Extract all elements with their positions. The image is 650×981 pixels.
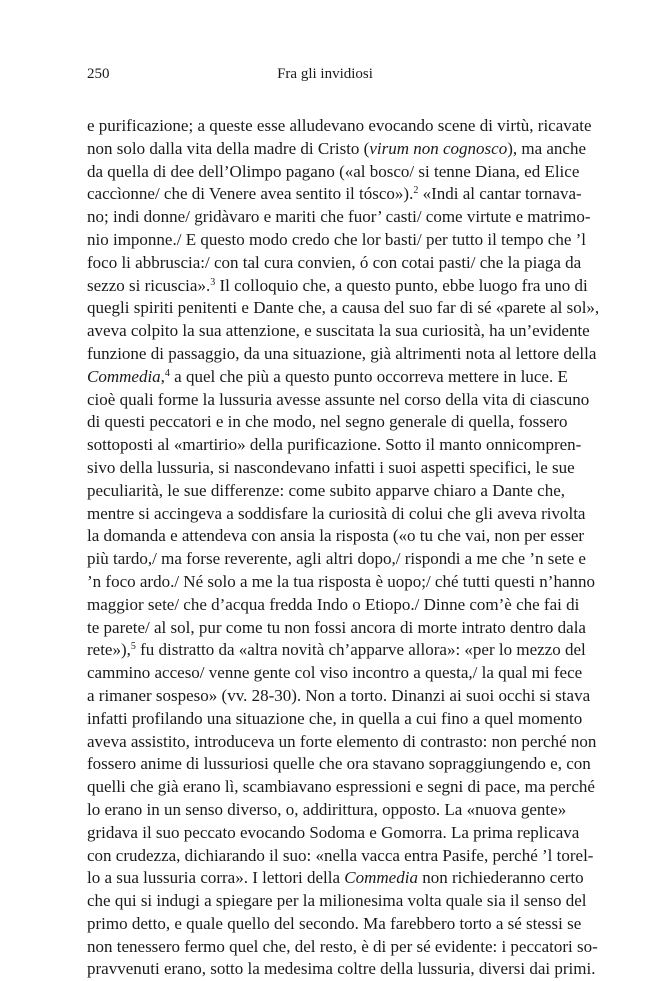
- text-line: [87, 275, 588, 298]
- text-span: fossero anime di lussuriosi quelle che ora stavano sopraggiungendo e, con: [87, 754, 591, 774]
- body-text: [87, 115, 600, 981]
- text-line: [87, 753, 591, 776]
- footnote-ref: 2: [413, 185, 419, 197]
- text-span: di questi peccatori e in che modo, nel segno generale di quella, fossero: [87, 412, 568, 432]
- text-span: e purificazione; a queste esse alludevano evocando scene di virtù, ricavate: [87, 116, 592, 135]
- text-span: più tardo,/ ma forse reverente, agli altri dopo,/ rispondi a me che ’n sete e: [87, 549, 586, 569]
- text-line: [87, 867, 584, 890]
- text-line: [87, 594, 580, 617]
- text-span: nio imponne./ E questo modo credo che lor basti/ per tutto il tempo che ’l: [87, 229, 587, 249]
- text-line: [87, 548, 586, 571]
- text-span: gridava il suo peccato evocando Sodoma e Gomorra. La prima replicava: [87, 822, 580, 842]
- text-line: [87, 571, 595, 594]
- text-span: non solo dalla vita della madre di Cristo (: [87, 138, 370, 158]
- text-span: ,: [160, 366, 165, 386]
- text-span: cioè quali forme la lussuria avesse assunte nel corso della vita di ciascuno: [87, 389, 590, 409]
- text-span: te parete/ al sol, pur come tu non fossi ancora di morte intrato dentro dala: [87, 617, 586, 637]
- text-line: [87, 297, 600, 320]
- italic-span: Commedia: [87, 366, 161, 386]
- text-span: non tenessero fermo quel che, del resto, è di per sé evidente: i peccatori so-: [87, 936, 598, 956]
- text-line: [87, 320, 590, 343]
- text-line: [87, 183, 582, 206]
- text-line: [87, 958, 596, 981]
- text-line: [87, 252, 582, 275]
- text-span: cammino acceso/ venne gente col viso incontro a questa,/ la qual mi fece: [87, 663, 583, 683]
- text-line: [87, 411, 568, 434]
- text-span: «Indi al cantar tornava-: [418, 184, 582, 204]
- text-span: sezzo si ricuscia».: [87, 275, 211, 295]
- text-line: [87, 525, 585, 548]
- text-span: quegli spiriti penitenti e Dante che, a causa del suo far di sé «parete al sol»,: [87, 298, 600, 318]
- text-line: [87, 366, 568, 389]
- text-span: con crudezza, dichiarando il suo: «nella vacca entra Pasife, perché ’l torel-: [87, 845, 594, 865]
- text-line: [87, 161, 580, 184]
- text-span: rete»),: [87, 640, 131, 660]
- text-span: da quella di dee dell’Olimpo pagano («al bosco/ si tenne Diana, ed Elice: [87, 161, 580, 181]
- text-span: lo erano in un senso diverso, o, addirittura, opposto. La «nuova gente»: [87, 799, 567, 819]
- text-line: [87, 936, 598, 959]
- text-span: sivo della lussuria, si nascondevano infatti i suoi aspetti specifici, le sue: [87, 457, 575, 477]
- text-span: maggior sete/ che d’acqua fredda Indo o Etiopo./ Dinne com’è che fai di: [87, 594, 580, 614]
- text-span: sottoposti al «martirio» della purificazione. Sotto il manto onnicompren-: [87, 435, 582, 455]
- text-span: fu distratto da «altra novità ch’apparve allora»: «per lo mezzo del: [135, 640, 586, 660]
- text-line: [87, 229, 587, 252]
- text-span: no; indi donne/ gridàvaro e mariti che fuor’ casti/ come virtute e matrimo-: [87, 207, 591, 227]
- text-span: foco li abbruscia:/ con tal cura convien, ó con cotai pasti/ che la piaga da: [87, 252, 582, 272]
- text-span: la domanda e attendeva con ansia la risposta («o tu che vai, non per esser: [87, 526, 585, 546]
- text-span: infatti profilando una situazione che, in quella a cui fino a quel momento: [87, 708, 583, 728]
- text-line: [87, 457, 575, 480]
- text-span: aveva assistito, introduceva un forte elemento di contrasto: non perché non: [87, 731, 597, 751]
- text-span: a rimaner sospeso» (vv. 28-30). Non a torto. Dinanzi ai suoi occhi si stava: [87, 685, 591, 705]
- text-span: ), ma anche: [507, 138, 587, 158]
- text-line: [87, 776, 595, 799]
- text-span: a quel che più a questo punto occorreva mettere in luce. E: [169, 366, 568, 386]
- running-title: Fra gli invidiosi: [277, 66, 373, 82]
- footnote-ref: 4: [164, 367, 170, 379]
- text-span: peculiarità, le sue differenze: come subito apparve chiaro a Dante che,: [87, 480, 565, 500]
- text-line: [87, 890, 587, 913]
- text-line: [87, 639, 586, 662]
- text-line: [87, 845, 594, 868]
- text-span: funzione di passaggio, da una situazione, già altrimenti nota al lettore della: [87, 343, 597, 363]
- text-line: [87, 434, 582, 457]
- text-span: pravvenuti erano, sotto la medesima coltre della lussuria, diversi dai primi.: [87, 959, 596, 979]
- text-line: [87, 662, 583, 685]
- text-span: mentre si accingeva a soddisfare la curiosità di colui che gli aveva rivolta: [87, 503, 586, 523]
- text-line: [87, 731, 597, 754]
- text-line: [87, 913, 582, 936]
- text-line: [87, 389, 590, 412]
- footnote-ref: 3: [210, 276, 216, 288]
- text-span: primo detto, e quale quello del secondo. Ma farebbero torto a sé stessi se: [87, 913, 582, 933]
- text-span: Il colloquio che, a questo punto, ebbe luogo fra uno di: [215, 275, 588, 295]
- italic-span: virum non cognosco: [369, 138, 508, 158]
- text-span: caccìonne/ che di Venere avea sentito il tósco»).: [87, 184, 414, 204]
- text-line: [87, 685, 591, 708]
- text-span: che qui si indugi a spiegare per la milionesima volta quale sia il senso del: [87, 891, 587, 911]
- text-span: lo a sua lussuria corra». I lettori della: [87, 868, 345, 888]
- text-line: [87, 343, 597, 366]
- text-span: quelli che già erano lì, scambiavano espressioni e segni di pace, ma perché: [87, 777, 595, 797]
- text-line: [87, 138, 587, 161]
- text-line: [87, 799, 565, 822]
- text-line: [87, 206, 591, 229]
- text-line: [87, 617, 586, 640]
- text-span: ’n foco ardo./ Né solo a me la tua risposta è uopo;/ ché tutti questi n’hanno: [87, 571, 595, 591]
- italic-span: Commedia: [344, 868, 418, 888]
- page-number: 250: [87, 66, 110, 82]
- text-line: [87, 708, 583, 731]
- text-span: non richiederanno certo: [417, 868, 584, 888]
- footnote-ref: 5: [130, 641, 136, 653]
- text-span: aveva colpito la sua attenzione, e suscitata la sua curiosità, ha un’evidente: [87, 321, 590, 341]
- text-line: [87, 115, 592, 138]
- text-line: [87, 822, 580, 845]
- text-line: [87, 480, 565, 503]
- text-line: [87, 503, 586, 526]
